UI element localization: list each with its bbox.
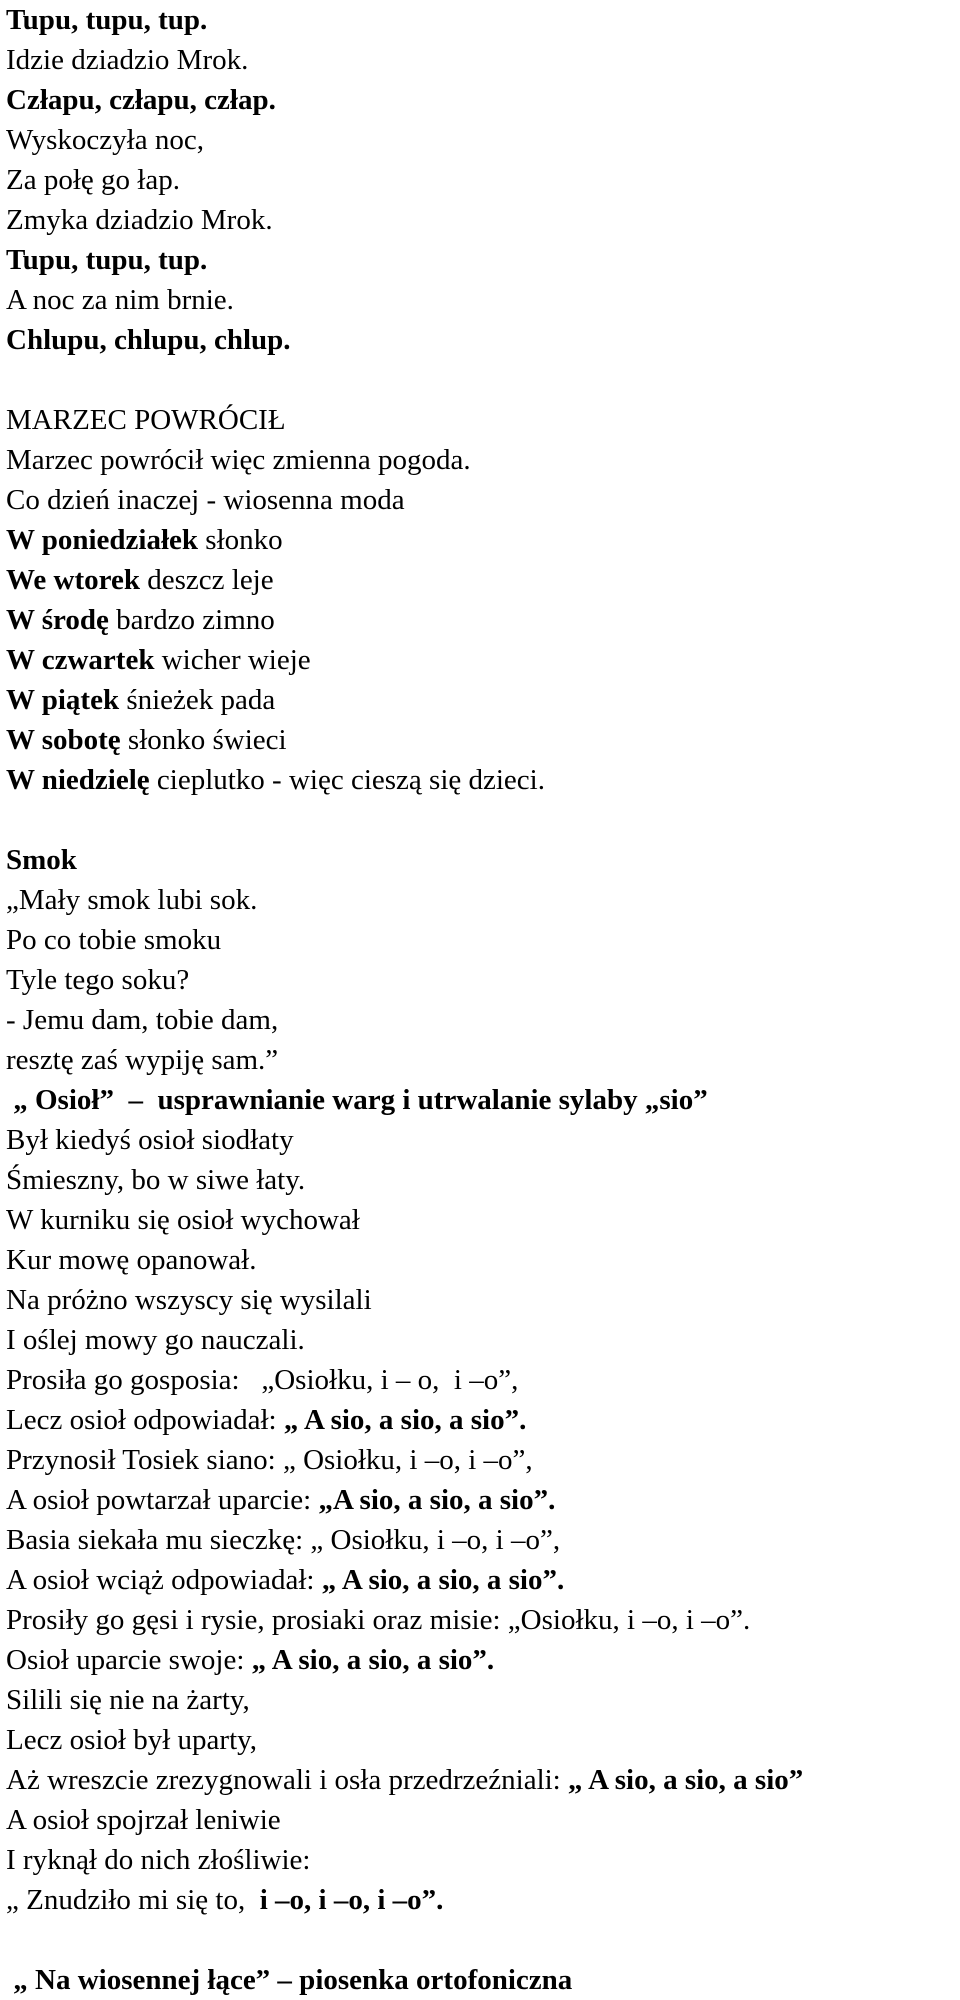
text: A noc za nim brnie. [6,284,234,316]
text: deszcz leje [139,564,274,596]
text-line [6,160,956,200]
text-line [6,640,956,680]
text-line [6,400,956,440]
text: Śmieszny, bo w siwe łaty. [6,1164,306,1196]
text: resztę zaś wypiję sam.” [6,1044,279,1076]
blank-line [6,360,956,400]
text: Co dzień inaczej - wiosenna moda [6,484,405,516]
text: A osioł wciąż odpowiadał: [6,1564,322,1596]
text: bardzo zimno [108,604,275,636]
blank-line [6,800,956,840]
text-line [6,1800,956,1840]
text-line [6,320,956,360]
bold-text: W środę [6,604,109,636]
text: Osioł uparcie swoje: [6,1644,252,1676]
bold-text: W poniedziałek [6,524,199,556]
text-line [6,40,956,80]
bold-text: „ Osioł” – usprawnianie warg i utrwalanie sylaby „sio” [6,1084,708,1116]
text-line [6,1560,956,1600]
text: Prosiła go gosposia: „Osiołku, i – o, i –o”, [6,1364,519,1396]
document-page [6,0,956,2000]
text-line [6,1480,956,1520]
text: Zmyka dziadzio Mrok. [6,204,273,236]
text: A osioł spojrzał leniwie [6,1804,281,1836]
text: cieplutko - więc cieszą się dzieci. [149,764,545,796]
text-line [6,0,956,40]
text: Na próżno wszyscy się wysilali [6,1284,372,1316]
text-line [6,1600,956,1640]
bold-text: W sobotę [6,724,121,756]
bold-text: Chlupu, chlupu, chlup. [6,324,291,356]
text-line [6,480,956,520]
text-line [6,1280,956,1320]
text-line [6,200,956,240]
text: Idzie dziadzio Mrok. [6,44,249,76]
text-line [6,1760,956,1800]
text: Basia siekała mu sieczkę: „ Osiołku, i –o, i –o”, [6,1524,561,1556]
text-line [6,1000,956,1040]
text: Lecz osioł odpowiadał: [6,1404,284,1436]
text-line [6,80,956,120]
text: słonko [198,524,283,556]
text-line [6,1400,956,1440]
text-line [6,1640,956,1680]
bold-text: „ A sio, a sio, a sio”. [283,1404,527,1436]
text-line [6,920,956,960]
bold-text: i –o, i –o, i –o”. [259,1884,444,1916]
text: Był kiedyś osioł siodłaty [6,1124,294,1156]
text: Prosiły go gęsi i rysie, prosiaki oraz misie: „Osiołku, i –o, i –o”. [6,1604,751,1636]
bold-text: „A sio, a sio, a sio”. [318,1484,556,1516]
bold-text: W piątek [6,684,120,716]
text-line [6,1880,956,1920]
text-line [6,1120,956,1160]
text: A osioł powtarzał uparcie: [6,1484,319,1516]
text-line [6,840,956,880]
text-line [6,120,956,160]
text: I oślej mowy go nauczali. [6,1324,305,1356]
text-line [6,1040,956,1080]
bold-text: „ A sio, a sio, a sio”. [321,1564,565,1596]
blank-line [6,1920,956,1960]
text-line [6,440,956,480]
text: Silili się nie na żarty, [6,1684,250,1716]
text: słonko świeci [120,724,287,756]
text-line [6,960,956,1000]
text: „ Znudziło mi się to, [6,1884,260,1916]
text-line [6,1440,956,1480]
text: Po co tobie smoku [6,924,222,956]
bold-text: W niedzielę [6,764,150,796]
text-line [6,680,956,720]
text-line [6,1080,956,1120]
text: Marzec powrócił więc zmienna pogoda. [6,444,471,476]
text: Za połę go łap. [6,164,180,196]
text-line [6,1680,956,1720]
text-line [6,880,956,920]
text: Kur mowę opanował. [6,1244,257,1276]
bold-text: „ A sio, a sio, a sio”. [251,1644,495,1676]
text-line [6,1160,956,1200]
text: - Jemu dam, tobie dam, [6,1004,279,1036]
text-line [6,240,956,280]
text: wicher wieje [154,644,311,676]
text-line [6,1960,956,2000]
text-line [6,760,956,800]
text-line [6,1240,956,1280]
bold-text: Smok [6,844,77,876]
text: Przynosił Tosiek siano: „ Osiołku, i –o, i –o”, [6,1444,533,1476]
text: W kurniku się osioł wychował [6,1204,360,1236]
text-line [6,600,956,640]
text-line [6,520,956,560]
bold-text: Człapu, człapu, człap. [6,84,276,116]
text: „Mały smok lubi sok. [6,884,258,916]
text: Wyskoczyła noc, [6,124,204,156]
text-line [6,1720,956,1760]
bold-text: W czwartek [6,644,155,676]
text: Aż wreszcie zrezygnowali i osła przedrzeźniali: [6,1764,568,1796]
bold-text: We wtorek [6,564,140,596]
text-line [6,720,956,760]
text: Lecz osioł był uparty, [6,1724,257,1756]
bold-text: „ Na wiosennej łące” – piosenka ortofoniczna [6,1964,573,1996]
text: Tyle tego soku? [6,964,190,996]
text-line [6,1200,956,1240]
text: śnieżek pada [119,684,276,716]
text-line [6,1320,956,1360]
bold-text: Tupu, tupu, tup. [6,4,208,36]
text-line [6,560,956,600]
bold-text: „ A sio, a sio, a sio” [568,1764,804,1796]
text-line [6,1360,956,1400]
bold-text: Tupu, tupu, tup. [6,244,208,276]
text-line [6,1520,956,1560]
text: I ryknął do nich złośliwie: [6,1844,311,1876]
text-line [6,1840,956,1880]
text-line [6,280,956,320]
text: MARZEC POWRÓCIŁ [6,404,286,436]
